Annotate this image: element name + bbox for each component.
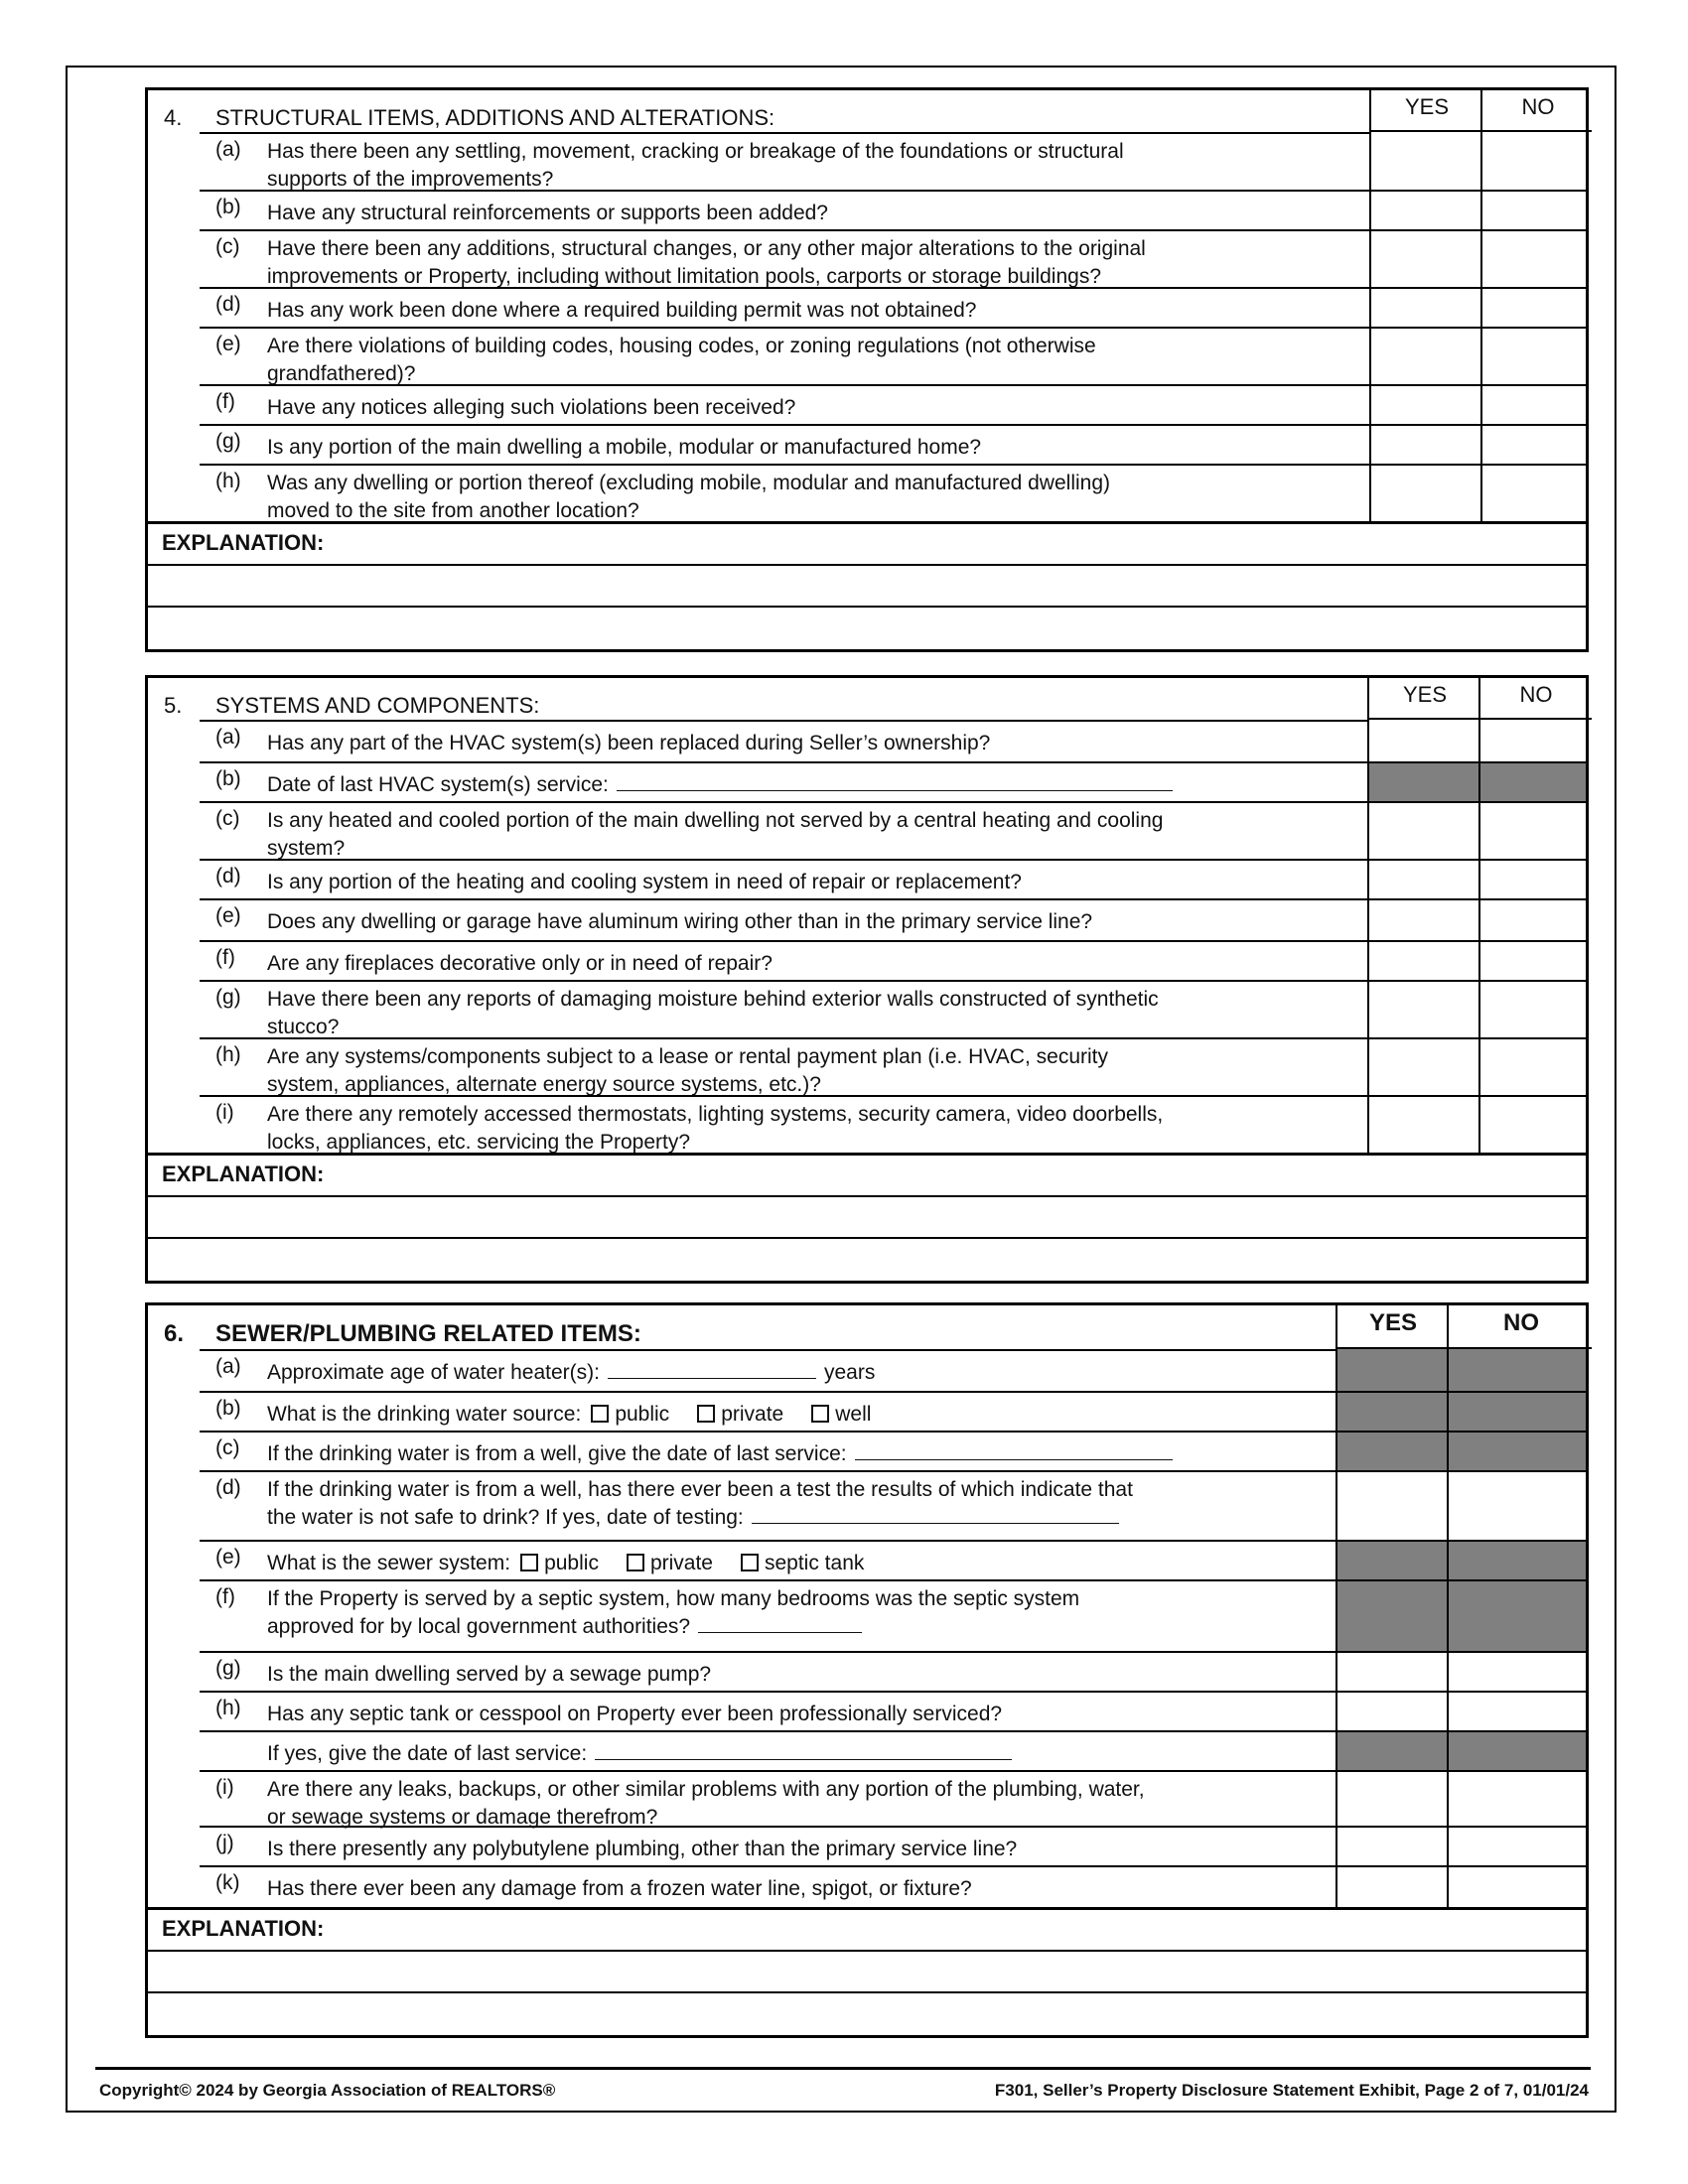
explanation-line[interactable] — [148, 1195, 1586, 1197]
question-letter: (a) — [215, 726, 241, 749]
section-title: SEWER/PLUMBING RELATED ITEMS: — [215, 1320, 641, 1347]
section-number: 4. — [164, 105, 183, 130]
no-answer-cell — [1447, 1431, 1586, 1470]
section-header — [148, 90, 1586, 132]
checkbox-private[interactable] — [627, 1554, 644, 1571]
yes-answer-cell[interactable] — [1367, 980, 1478, 1037]
question-line-text: Has there been any settling, movement, cracking or breakage of the foundations or structural — [267, 140, 1124, 163]
question-cell — [200, 287, 1369, 327]
question-line-text: improvements or Property, including without limitation pools, carports or storage buildings? — [267, 265, 1102, 288]
no-answer-cell[interactable] — [1478, 801, 1586, 859]
question-letter: (c) — [215, 807, 240, 830]
question-line — [267, 730, 990, 757]
question-text — [267, 1776, 1145, 1832]
question-cell — [200, 1691, 1336, 1730]
section-number: 5. — [164, 693, 183, 718]
question-row — [148, 1691, 1586, 1730]
checkbox-public[interactable] — [520, 1554, 538, 1571]
no-answer-cell[interactable] — [1480, 384, 1586, 424]
question-text — [267, 297, 976, 325]
question-row — [148, 1349, 1586, 1391]
question-line-text: Have any notices alleging such violations been received? — [267, 396, 796, 419]
question-line-text: system, appliances, alternate energy source systems, etc.)? — [267, 1073, 821, 1096]
question-cell — [200, 1730, 1336, 1770]
section-systems-components — [145, 675, 1589, 1284]
question-line — [267, 138, 1124, 166]
question-text — [267, 1661, 711, 1689]
no-answer-cell — [1447, 1391, 1586, 1431]
footer-form-id: F301, Seller’s Property Disclosure Statement Exhibit, Page 2 of 7, 01/01/24 — [994, 2081, 1589, 2100]
question-letter: (c) — [215, 1436, 240, 1459]
question-cell — [200, 190, 1369, 229]
question-line-text: If yes, give the date of last service: — [267, 1742, 588, 1765]
question-row — [148, 898, 1586, 940]
question-row — [148, 1431, 1586, 1470]
yes-answer-cell[interactable] — [1369, 384, 1480, 424]
question-letter: (c) — [215, 235, 240, 258]
checkbox-septic-tank[interactable] — [741, 1554, 759, 1571]
question-letter: (j) — [215, 1832, 234, 1854]
question-text — [267, 470, 1110, 525]
question-line-text: moved to the site from another location? — [267, 499, 639, 522]
question-line — [267, 1740, 1012, 1768]
explanation-line[interactable] — [148, 1950, 1586, 1952]
blank-suffix: years — [824, 1361, 876, 1384]
yes-answer-cell[interactable] — [1336, 1826, 1447, 1865]
question-line-text: Date of last HVAC system(s) service: — [267, 773, 609, 796]
no-column-header: NO — [1447, 1305, 1592, 1349]
question-row — [148, 859, 1586, 898]
checkbox-label: public — [615, 1403, 670, 1426]
question-line — [267, 1401, 871, 1429]
question-text — [267, 807, 1163, 863]
question-row — [148, 720, 1586, 761]
explanation-box[interactable] — [148, 1907, 1586, 2035]
question-text — [267, 1585, 1079, 1641]
question-text — [267, 235, 1146, 291]
fill-in-blank[interactable] — [752, 1505, 1119, 1524]
question-letter: (b) — [215, 1397, 241, 1420]
question-cell — [200, 859, 1367, 898]
question-text — [267, 1043, 1108, 1099]
no-answer-cell[interactable] — [1478, 720, 1586, 761]
yes-answer-cell[interactable] — [1369, 327, 1480, 384]
explanation-line[interactable] — [148, 564, 1586, 566]
yes-answer-cell[interactable] — [1336, 1470, 1447, 1540]
question-letter: (k) — [215, 1871, 240, 1894]
question-text — [267, 1476, 1133, 1532]
no-answer-cell[interactable] — [1447, 1770, 1586, 1826]
question-line-text: Have there been any reports of damaging moisture behind exterior walls constructed of synthetic — [267, 988, 1159, 1011]
question-text — [267, 986, 1159, 1041]
yes-answer-cell[interactable] — [1367, 898, 1478, 940]
question-text — [267, 1359, 875, 1387]
question-row — [148, 980, 1586, 1037]
question-line-text: Are any systems/components subject to a lease or rental payment plan (i.e. HVAC, security — [267, 1045, 1108, 1068]
question-line-text: locks, appliances, etc. servicing the Property? — [267, 1131, 691, 1154]
checkbox-label: private — [721, 1403, 784, 1426]
explanation-box[interactable] — [148, 521, 1586, 649]
question-row — [148, 940, 1586, 980]
question-line-text: Has any work been done where a required building permit was not obtained? — [267, 299, 977, 322]
question-line-text: Have any structural reinforcements or supports been added? — [267, 202, 828, 224]
question-letter: (g) — [215, 1657, 241, 1680]
question-cell — [200, 1579, 1336, 1651]
yes-answer-cell[interactable] — [1336, 1865, 1447, 1907]
question-text — [267, 394, 795, 422]
no-answer-cell[interactable] — [1478, 940, 1586, 980]
explanation-label: EXPLANATION: — [162, 1161, 325, 1186]
question-line — [267, 908, 1092, 936]
question-line — [267, 333, 1096, 360]
yes-answer-cell[interactable] — [1336, 1770, 1447, 1826]
question-cell — [200, 1391, 1336, 1431]
fill-in-blank[interactable] — [608, 1360, 816, 1379]
question-row — [148, 229, 1586, 287]
question-row — [148, 761, 1586, 801]
question-line-text: What is the drinking water source: — [267, 1403, 582, 1426]
question-line — [267, 986, 1159, 1014]
question-line-text: grandfathered)? — [267, 362, 416, 385]
question-letter: (e) — [215, 904, 241, 927]
question-line-text: system? — [267, 837, 346, 860]
no-answer-cell[interactable] — [1478, 980, 1586, 1037]
question-cell — [200, 1095, 1367, 1153]
question-cell — [200, 898, 1367, 940]
no-answer-cell[interactable] — [1480, 327, 1586, 384]
question-letter: (b) — [215, 767, 241, 790]
question-text — [267, 138, 1124, 194]
section-number: 6. — [164, 1320, 185, 1347]
no-answer-cell[interactable] — [1478, 1037, 1586, 1095]
question-row — [148, 424, 1586, 464]
explanation-label: EXPLANATION: — [162, 530, 325, 555]
question-line-text: Are there any leaks, backups, or other similar problems with any portion of the plumbing, water, — [267, 1778, 1145, 1801]
yes-column-header: YES — [1336, 1305, 1447, 1349]
question-letter: (e) — [215, 333, 241, 355]
question-letter: (b) — [215, 196, 241, 218]
question-line-text: Is any portion of the heating and cooling system in need of repair or replacement? — [267, 871, 1022, 893]
question-row — [148, 1865, 1586, 1907]
question-cell — [200, 1826, 1336, 1865]
question-cell — [200, 1865, 1336, 1907]
yes-column-header: YES — [1367, 678, 1478, 720]
question-line-text: Was any dwelling or portion thereof (excluding mobile, modular and manufactured dwelling) — [267, 472, 1111, 494]
no-answer-cell — [1447, 1540, 1586, 1579]
question-letter: (h) — [215, 1697, 241, 1719]
question-line — [267, 200, 828, 227]
question-line — [267, 950, 773, 978]
no-answer-cell[interactable] — [1480, 287, 1586, 327]
question-text — [267, 1550, 864, 1577]
no-answer-cell — [1478, 761, 1586, 801]
question-line — [267, 1661, 711, 1689]
no-answer-cell[interactable] — [1447, 1691, 1586, 1730]
no-answer-cell[interactable] — [1447, 1651, 1586, 1691]
yes-answer-cell[interactable] — [1369, 229, 1480, 287]
no-answer-cell — [1447, 1730, 1586, 1770]
question-line — [267, 235, 1146, 263]
yes-answer-cell[interactable] — [1367, 859, 1478, 898]
question-letter: (f) — [215, 1585, 235, 1608]
yes-answer-cell[interactable] — [1336, 1691, 1447, 1730]
question-letter: (e) — [215, 1546, 241, 1569]
question-cell — [200, 1770, 1336, 1829]
question-line — [267, 434, 981, 462]
yes-column-header: YES — [1369, 90, 1480, 132]
question-line — [267, 1550, 864, 1577]
question-row — [148, 1826, 1586, 1865]
question-row — [148, 1037, 1586, 1095]
question-line — [267, 297, 976, 325]
question-line-text: Have there been any additions, structural changes, or any other major alterations to the original — [267, 237, 1146, 260]
question-line-text: or sewage systems or damage therefrom? — [267, 1806, 658, 1829]
checkbox-label: septic tank — [764, 1552, 865, 1574]
question-letter: (i) — [215, 1101, 234, 1124]
question-text — [267, 1401, 871, 1429]
question-cell — [200, 424, 1369, 464]
section-title: SYSTEMS AND COMPONENTS: — [215, 693, 540, 718]
question-text — [267, 869, 1022, 896]
question-line — [267, 807, 1163, 835]
question-cell — [200, 980, 1367, 1037]
question-line-text: Has any part of the HVAC system(s) been replaced during Seller’s ownership? — [267, 732, 991, 754]
fill-in-blank[interactable] — [855, 1441, 1173, 1460]
footer-copyright: Copyright© 2024 by Georgia Association of REALTORS® — [99, 2081, 556, 2100]
question-row — [148, 464, 1586, 521]
question-line — [267, 1476, 1133, 1504]
question-row — [148, 132, 1586, 190]
question-line — [267, 869, 1022, 896]
question-row — [148, 190, 1586, 229]
question-line — [267, 1440, 1173, 1468]
section-header — [148, 678, 1586, 720]
yes-answer-cell[interactable] — [1369, 464, 1480, 521]
question-line — [267, 1701, 1002, 1728]
no-answer-cell[interactable] — [1480, 132, 1586, 190]
explanation-line[interactable] — [148, 1237, 1586, 1239]
question-cell — [200, 229, 1369, 287]
question-row — [148, 384, 1586, 424]
question-line — [267, 394, 795, 422]
checkbox-label: well — [835, 1403, 872, 1426]
question-text — [267, 1836, 1017, 1863]
question-letter: (d) — [215, 1476, 241, 1499]
question-text — [267, 1740, 1012, 1768]
no-answer-cell[interactable] — [1478, 898, 1586, 940]
question-line-text: Is there presently any polybutylene plumbing, other than the primary service line? — [267, 1838, 1018, 1860]
question-row — [148, 1470, 1586, 1540]
yes-answer-cell — [1336, 1349, 1447, 1391]
question-letter: (a) — [215, 138, 241, 161]
question-row — [148, 1651, 1586, 1691]
question-line — [267, 1585, 1079, 1613]
question-list — [148, 1349, 1586, 1907]
question-line-text: What is the sewer system: — [267, 1552, 511, 1574]
question-cell — [200, 761, 1367, 801]
yes-answer-cell — [1336, 1431, 1447, 1470]
question-text — [267, 1875, 972, 1903]
question-letter: (g) — [215, 430, 241, 453]
question-letter: (d) — [215, 293, 241, 316]
no-answer-cell[interactable] — [1478, 1095, 1586, 1153]
question-line-text: approved for by local government authorities? — [267, 1615, 691, 1638]
no-column-header: NO — [1478, 678, 1592, 720]
fill-in-blank[interactable] — [595, 1741, 1012, 1760]
question-row — [148, 801, 1586, 859]
question-line-text: Is any heated and cooled portion of the main dwelling not served by a central heating and cooling — [267, 809, 1164, 832]
question-text — [267, 908, 1092, 936]
explanation-line[interactable] — [148, 606, 1586, 608]
question-cell — [200, 132, 1369, 190]
yes-answer-cell[interactable] — [1369, 132, 1480, 190]
no-column-header: NO — [1480, 90, 1592, 132]
section-header — [148, 1305, 1586, 1349]
question-line — [267, 1043, 1108, 1071]
no-answer-cell[interactable] — [1480, 424, 1586, 464]
no-answer-cell[interactable] — [1447, 1865, 1586, 1907]
question-row — [148, 327, 1586, 384]
question-text — [267, 771, 1173, 799]
question-text — [267, 434, 981, 462]
question-line — [267, 1776, 1145, 1804]
question-letter: (i) — [215, 1776, 234, 1799]
question-list — [148, 720, 1586, 1153]
yes-answer-cell — [1336, 1540, 1447, 1579]
no-answer-cell[interactable] — [1447, 1826, 1586, 1865]
question-line — [267, 470, 1110, 497]
no-answer-cell[interactable] — [1480, 464, 1586, 521]
question-row — [148, 1579, 1586, 1651]
yes-answer-cell[interactable] — [1369, 287, 1480, 327]
question-cell — [200, 1349, 1336, 1391]
explanation-label: EXPLANATION: — [162, 1916, 325, 1941]
question-line-text: Is any portion of the main dwelling a mobile, modular or manufactured home? — [267, 436, 982, 459]
question-cell — [200, 1431, 1336, 1470]
question-line — [267, 1875, 972, 1903]
fill-in-blank[interactable] — [698, 1614, 862, 1633]
checkbox-public[interactable] — [591, 1405, 609, 1423]
question-text — [267, 1440, 1173, 1468]
question-text — [267, 1101, 1163, 1157]
question-line-text: Are any fireplaces decorative only or in need of repair? — [267, 952, 773, 975]
yes-answer-cell[interactable] — [1367, 1095, 1478, 1153]
question-row — [148, 1540, 1586, 1579]
question-cell — [200, 940, 1367, 980]
yes-answer-cell — [1336, 1391, 1447, 1431]
question-text — [267, 333, 1096, 388]
question-cell — [200, 384, 1369, 424]
footer-rule — [95, 2067, 1591, 2070]
question-row — [148, 1391, 1586, 1431]
question-line-text: If the Property is served by a septic system, how many bedrooms was the septic system — [267, 1587, 1080, 1610]
question-letter: (d) — [215, 865, 241, 887]
question-line — [267, 1101, 1163, 1129]
question-text — [267, 730, 990, 757]
no-answer-cell — [1447, 1579, 1586, 1651]
section-title: STRUCTURAL ITEMS, ADDITIONS AND ALTERATIONS: — [215, 105, 775, 130]
no-answer-cell[interactable] — [1478, 859, 1586, 898]
yes-answer-cell[interactable] — [1367, 801, 1478, 859]
explanation-line[interactable] — [148, 1991, 1586, 1993]
fill-in-blank[interactable] — [617, 772, 1173, 791]
question-list — [148, 132, 1586, 521]
question-line-text: Are there violations of building codes, housing codes, or zoning regulations (not otherwise — [267, 335, 1096, 357]
question-row — [148, 1770, 1586, 1829]
question-line-text: If the drinking water is from a well, give the date of last service: — [267, 1442, 847, 1465]
no-answer-cell — [1447, 1349, 1586, 1391]
checkbox-well[interactable] — [811, 1405, 829, 1423]
question-line — [267, 1613, 1079, 1641]
checkbox-private[interactable] — [697, 1405, 715, 1423]
question-cell — [200, 1470, 1336, 1540]
question-line-text: Has any septic tank or cesspool on Property ever been professionally serviced? — [267, 1703, 1003, 1725]
question-line — [267, 1836, 1017, 1863]
question-letter: (h) — [215, 1043, 241, 1066]
yes-answer-cell[interactable] — [1367, 940, 1478, 980]
no-answer-cell[interactable] — [1447, 1470, 1586, 1540]
checkbox-label: public — [544, 1552, 599, 1574]
question-cell — [200, 720, 1367, 761]
question-cell — [200, 1651, 1336, 1691]
question-line-text: stucco? — [267, 1016, 340, 1038]
explanation-box[interactable] — [148, 1153, 1586, 1281]
section-sewer-plumbing — [145, 1302, 1589, 2038]
question-letter: (h) — [215, 470, 241, 492]
question-line-text: Is the main dwelling served by a sewage pump? — [267, 1663, 712, 1686]
question-line-text: supports of the improvements? — [267, 168, 554, 191]
question-line — [267, 1359, 875, 1387]
no-answer-cell[interactable] — [1480, 190, 1586, 229]
question-text — [267, 1701, 1002, 1728]
question-cell — [200, 1540, 1336, 1579]
question-letter: (g) — [215, 986, 241, 1009]
question-line — [267, 1504, 1133, 1532]
question-line-text: Approximate age of water heater(s): — [267, 1361, 600, 1384]
yes-answer-cell[interactable] — [1369, 190, 1480, 229]
question-row — [148, 1095, 1586, 1153]
question-cell — [200, 464, 1369, 521]
question-line-text: Does any dwelling or garage have aluminum wiring other than in the primary service line? — [267, 910, 1093, 933]
yes-answer-cell — [1336, 1730, 1447, 1770]
question-line — [267, 771, 1173, 799]
question-cell — [200, 801, 1367, 859]
question-line-text: Are there any remotely accessed thermostats, lighting systems, security camera, video doorbells, — [267, 1103, 1164, 1126]
question-text — [267, 950, 773, 978]
question-cell — [200, 1037, 1367, 1095]
question-line-text: If the drinking water is from a well, has there ever been a test the results of which indicate that — [267, 1478, 1133, 1501]
question-line-text: Has there ever been any damage from a frozen water line, spigot, or fixture? — [267, 1877, 972, 1900]
question-letter: (a) — [215, 1355, 241, 1378]
section-structural-items — [145, 87, 1589, 652]
question-row — [148, 1730, 1586, 1770]
question-letter: (f) — [215, 946, 235, 969]
question-row — [148, 287, 1586, 327]
no-answer-cell[interactable] — [1480, 229, 1586, 287]
yes-answer-cell — [1336, 1579, 1447, 1651]
question-text — [267, 200, 828, 227]
question-cell — [200, 327, 1369, 384]
yes-answer-cell[interactable] — [1367, 1037, 1478, 1095]
checkbox-label: private — [649, 1552, 713, 1574]
yes-answer-cell — [1367, 761, 1478, 801]
question-line-text: the water is not safe to drink? If yes, date of testing: — [267, 1506, 744, 1529]
question-letter: (f) — [215, 390, 235, 413]
yes-answer-cell[interactable] — [1336, 1651, 1447, 1691]
yes-answer-cell[interactable] — [1369, 424, 1480, 464]
yes-answer-cell[interactable] — [1367, 720, 1478, 761]
